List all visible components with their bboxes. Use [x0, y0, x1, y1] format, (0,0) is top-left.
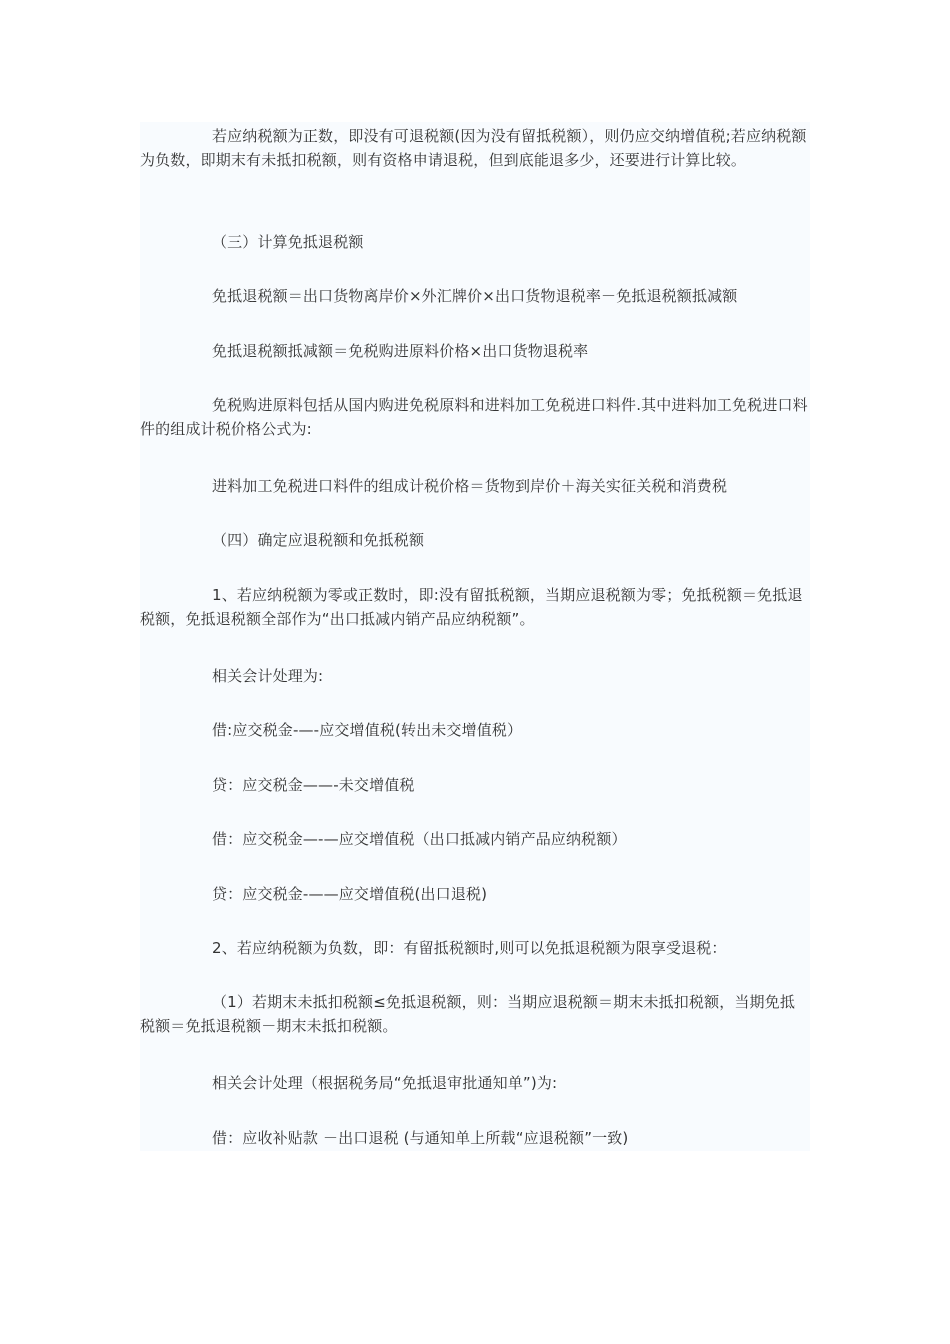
paragraph-duty-free-materials: 免税购进原料包括从国内购进免税原料和进料加工免税进口料件.其中进料加工免税进口料件的组成计税价格公式为:: [140, 396, 808, 438]
paragraph-case-one: 1、若应纳税额为零或正数时，即:没有留抵税额，当期应退税额为零；免抵税额＝免抵退税额，免抵退税额全部作为“出口抵减内销产品应纳税额”。: [140, 586, 803, 628]
entry-credit-1: 贷：应交税金——-未交增值税: [212, 776, 415, 794]
paragraph-subcase-one: （1）若期末未抵扣税额≤免抵退税额，则：当期应退税额＝期末未抵扣税额，当期免抵税额＝免抵退税额－期末未抵扣税额。: [140, 993, 795, 1035]
paragraph-accounting-per-notice: 相关会计处理（根据税务局“免抵退审批通知单”)为:: [212, 1074, 558, 1092]
heading-section-three: （三）计算免抵退税额: [212, 233, 364, 251]
formula-deduction-amount: 免抵退税额抵减额＝免税购进原料价格×出口货物退税率: [212, 342, 589, 360]
document-body: [140, 122, 810, 1151]
entry-credit-2: 贷：应交税金-——应交增值税(出口退税): [212, 885, 488, 903]
formula-composite-price: 进料加工免税进口料件的组成计税价格＝货物到岸价＋海关实征关税和消费税: [212, 477, 728, 495]
heading-section-four: （四）确定应退税额和免抵税额: [212, 531, 425, 549]
paragraph-tax-positive-negative: 若应纳税额为正数，即没有可退税额(因为没有留抵税额），则仍应交纳增值税;若应纳税额为负数，即期末有未抵扣税额，则有资格申请退税，但到底能退多少，还要进行计算比较。: [140, 127, 807, 169]
formula-exemption-refund: 免抵退税额＝出口货物离岸价×外汇牌价×出口货物退税率－免抵退税额抵减额: [212, 287, 738, 305]
entry-debit-1: 借:应交税金-—-应交增值税(转出未交增值税）: [212, 721, 523, 739]
paragraph-accounting-treatment: 相关会计处理为:: [212, 667, 324, 685]
entry-debit-2: 借：应交税金—-—应交增值税（出口抵减内销产品应纳税额）: [212, 830, 627, 848]
entry-debit-3: 借：应收补贴款 －出口退税 (与通知单上所载“应退税额”一致): [212, 1129, 629, 1147]
paragraph-case-two: 2、若应纳税额为负数，即：有留抵税额时,则可以免抵退税额为限享受退税：: [212, 939, 727, 957]
